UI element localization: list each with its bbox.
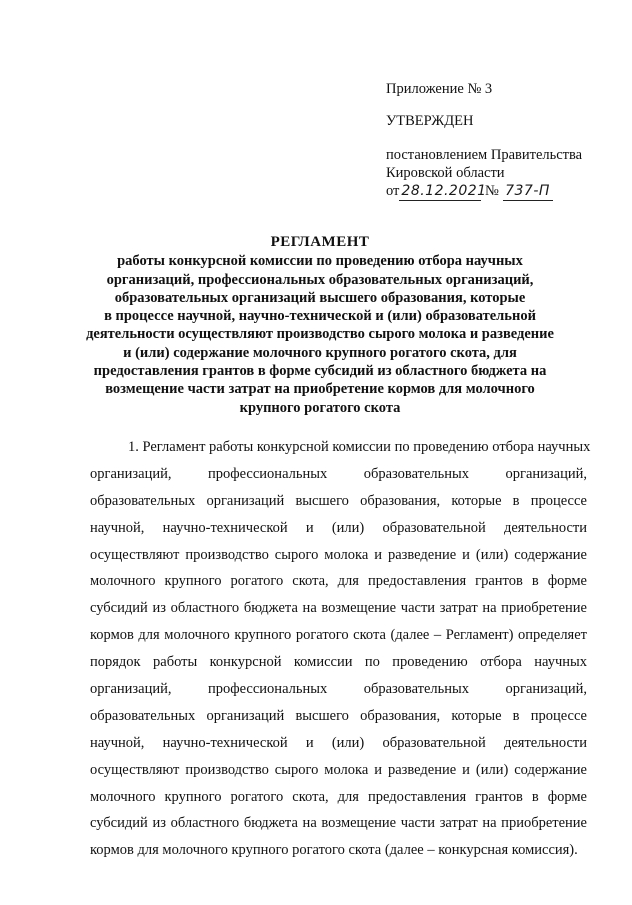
body-paragraph-1 (90, 434, 591, 864)
paragraph-line: организаций, профессиональных образовательных организаций, (90, 681, 587, 698)
approved-stamp: УТВЕРЖДЕН (386, 113, 474, 129)
paragraph-line: субсидий из областного бюджета на возмещение части затрат на приобретение (90, 815, 587, 832)
paragraph-line: научной, научно-технической и (или) образовательной деятельности (90, 519, 587, 536)
paragraph-line: образовательных организаций высшего образования, которые в процессе (90, 707, 587, 724)
paragraph-line: молочного крупного рогатого скота, для предоставления грантов в форме (90, 573, 587, 590)
title-heading: РЕГЛАМЕНТ (270, 234, 370, 250)
title-line: предоставления грантов в форме субсидий из областного бюджета на (93, 363, 547, 380)
title-line: и (или) содержание молочного крупного рогатого скота, для (123, 344, 517, 361)
paragraph-line: субсидий из областного бюджета на возмещение части затрат на приобретение (90, 600, 587, 617)
paragraph-line: молочного крупного рогатого скота, для предоставления грантов в форме (90, 788, 587, 805)
paragraph-line: 1. Регламент работы конкурсной комиссии по проведению отбора научных (128, 439, 591, 455)
paragraph-line: осуществляют производство сырого молока и разведение и (или) содержание (90, 761, 587, 778)
title-line: деятельности осуществляют производство сырого молока и разведение (86, 326, 554, 343)
paragraph-line: образовательных организаций высшего образования, которые в процессе (90, 492, 587, 509)
title-line: крупного рогатого скота (239, 399, 401, 416)
handwritten-number: 737-П (503, 182, 553, 201)
document-title (70, 233, 570, 417)
decree-date-number (386, 182, 616, 201)
decree-line-1: постановлением Правительства (386, 147, 583, 163)
paragraph-line: организаций, профессиональных образовательных организаций, (90, 465, 587, 482)
title-line: образовательных организаций высшего образования, которые (114, 289, 526, 306)
appendix-label: Приложение № 3 (386, 81, 493, 97)
number-prefix: № (485, 183, 499, 199)
paragraph-line: осуществляют производство сырого молока и разведение и (или) содержание (90, 546, 587, 563)
handwritten-date: 28.12.2021 (401, 183, 487, 199)
title-line: возмещение части затрат на приобретение кормов для молочного (105, 381, 535, 398)
paragraph-line: научной, научно-технической и (или) образовательной деятельности (90, 734, 587, 751)
paragraph-line: кормов для молочного крупного рогатого скота (далее – конкурсная комиссия). (90, 842, 578, 859)
title-line: в процессе научной, научно-технической и (или) образовательной (104, 308, 536, 325)
approval-block (386, 80, 616, 201)
paragraph-line: порядок работы конкурсной комиссии по проведению отбора научных (90, 654, 587, 671)
date-prefix: от (386, 183, 400, 199)
paragraph-line: кормов для молочного крупного рогатого скота (далее – Регламент) определяет (90, 627, 587, 644)
title-line: работы конкурсной комиссии по проведению отбора научных (117, 253, 523, 270)
title-line: организаций, профессиональных образовательных организаций, (106, 271, 534, 288)
decree-line-2: Кировской области (386, 165, 505, 181)
